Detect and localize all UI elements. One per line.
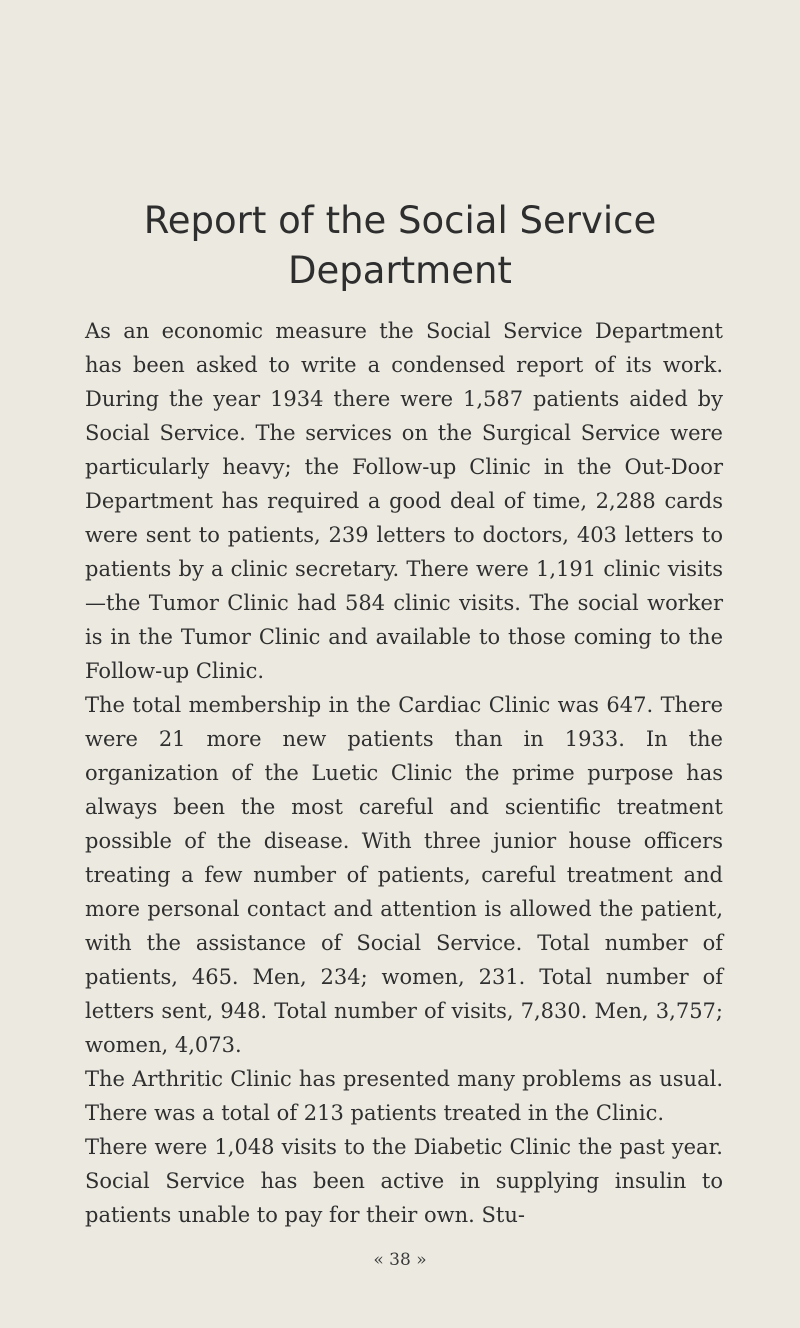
title-line-1: Report of the Social Service [143, 199, 657, 242]
paragraph-diabetic: There were 1,048 visits to the Diabetic Clinic the past year. Social Service has been active in supplying insulin to patients unable to pay for their own. Stu- [85, 1135, 723, 1227]
paragraph-cardiac-luetic: The total membership in the Cardiac Clinic was 647. There were 21 more new patients than in 1933. In the organization of the Luetic Clinic the prime purpose has always been the most careful and scientific treatment possible of the disease. With three junior house officers treating a few number of patients, careful treatment and more personal contact and attention is allowed the patient, with the assistance of Social Service. Total number of patients, 465. Men, 234; women, 231. Total number of letters sent, 948. Total number of visits, 7,830. Men, 3,757; women, 4,073. [85, 693, 723, 1057]
paragraph-social-service: As an economic measure the Social Service Department has been asked to write a condensed report of its work. During the year 1934 there were 1,587 patients aided by Social Service. The services on the Surgical Service were particularly heavy; the Follow-up Clinic in the Out-Door Department has required a good deal of time, 2,288 cards were sent to patients, 239 letters to doctors, 403 letters to patients by a clinic secretary. There were 1,191 clinic visits—the Tumor Clinic had 584 clinic visits. The social worker is in the Tumor Clinic and available to those coming to the Follow-up Clinic. [85, 319, 723, 683]
page-number: « 38 » [373, 1250, 427, 1270]
page-title [80, 196, 720, 296]
title-line-2: Department [288, 249, 512, 292]
paragraph-arthritic: The Arthritic Clinic has presented many problems as usual. There was a total of 213 patients treated in the Clinic. [85, 1067, 723, 1125]
report-body [85, 314, 723, 1232]
